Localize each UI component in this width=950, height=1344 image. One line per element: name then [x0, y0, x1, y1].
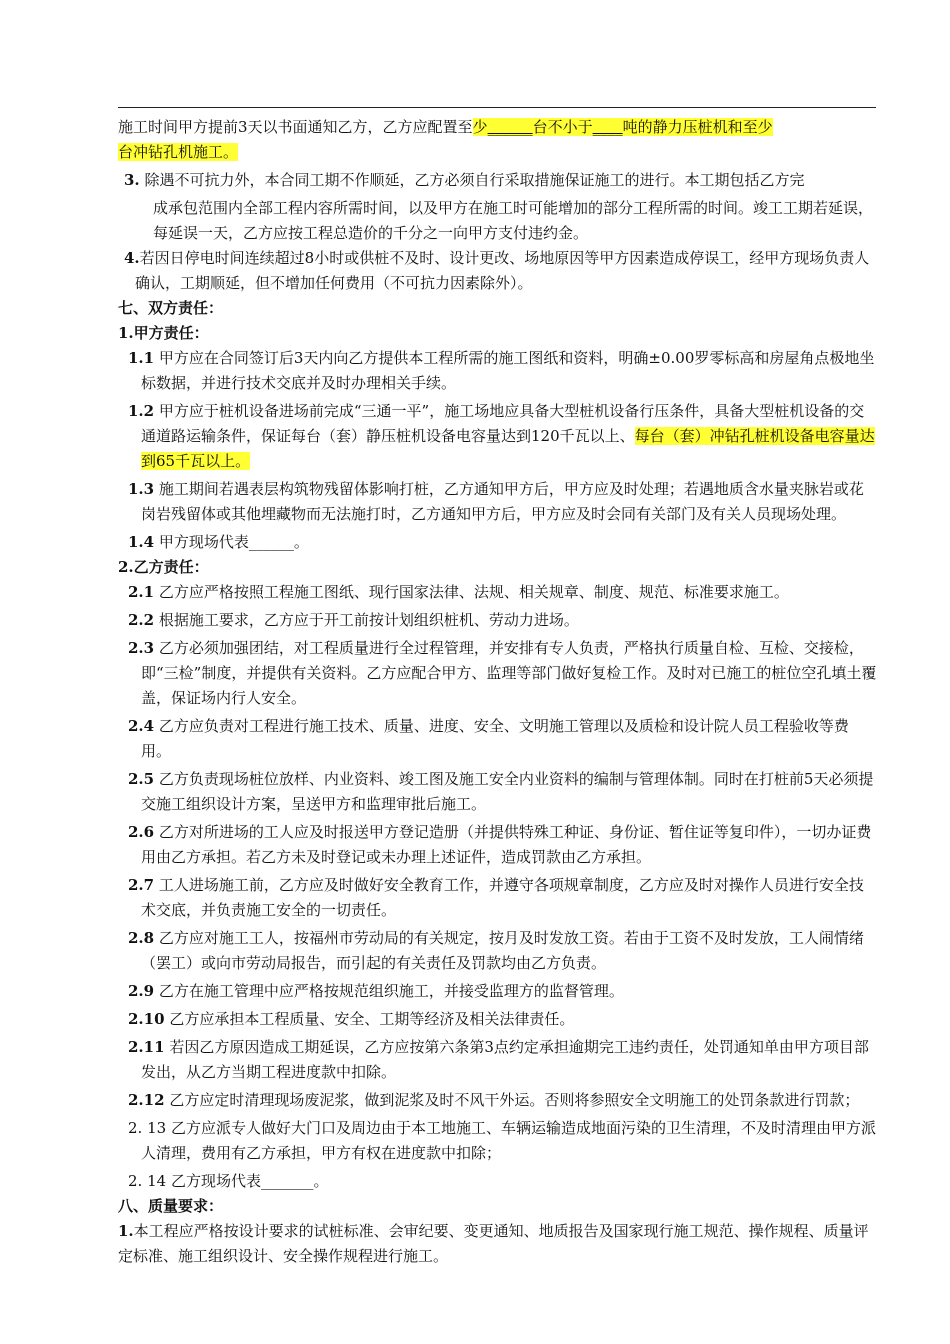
- party-b-item: 2.5 乙方负责现场桩位放样、内业资料、竣工图及施工安全内业资料的编制与管理体制。同时在打桩前5天必须提交施工组织设计方案，呈送甲方和监理审批后施工。: [128, 770, 874, 813]
- section-7-title: 七、双方责任：: [118, 299, 224, 317]
- blank-1: ______: [487, 118, 533, 136]
- party-a-title: 1.甲方责任：: [118, 324, 209, 342]
- clause-3-num: 3.: [124, 171, 140, 189]
- party-a-item: 1.4 甲方现场代表______。: [128, 533, 309, 551]
- highlight-d: 台冲钻孔机施工。: [118, 143, 239, 161]
- clause-3: [118, 168, 878, 193]
- party-b-item: 2.4 乙方应负责对工程进行施工技术、质量、进度、安全、文明施工管理以及质检和设计院人员工程验收等费用。: [128, 717, 849, 760]
- highlight-a: 少: [472, 118, 488, 136]
- header-rule: [118, 107, 876, 108]
- clause-4: [118, 246, 878, 296]
- top-text: 施工时间甲方提前3天以书面通知乙方，乙方应配置至: [118, 118, 473, 136]
- party-b-item: 2.9 乙方在施工管理中应严格按规范组织施工，并接受监理方的监督管理。: [128, 982, 624, 1000]
- clause-3-text-a: 除遇不可抗力外，本合同工期不作顺延，乙方必须自行采取措施保证施工的进行。本工期包括乙方完: [139, 171, 805, 189]
- highlight-c: 吨的静力压桩机和至少: [622, 118, 773, 136]
- party-b-item: 2.6 乙方对所进场的工人应及时报送甲方登记造册（并提供特殊工种证、身份证、暂住证等复印件），一切办证费用由乙方承担。若乙方未及时登记或未办理上述证件，造成罚款由乙方承担。: [128, 823, 872, 866]
- party-a-item: 1.1 甲方应在合同签订后3天内向乙方提供本工程所需的施工图纸和资料，明确±0.00罗零标高和房屋角点极地坐标数据，并进行技术交底并及时办理相关手续。: [128, 349, 875, 392]
- clause-4-text: 若因日停电时间连续超过8小时或供桩不及时、设计更改、场地原因等甲方因素造成停误工，经甲方现场负责人确认，工期顺延，但不增加任何费用（不可抗力因素除外）。: [135, 249, 870, 292]
- party-a-item: 1.3 施工期间若遇表层构筑物残留体影响打桩，乙方通知甲方后，甲方应及时处理；若遇地质含水量夹脉岩或花岗岩残留体或其他埋藏物而无法施打时，乙方通知甲方后，甲方应及时会同有关部门及有关人员现场处理。: [128, 480, 864, 523]
- section-8-item-1: 1.本工程应严格按设计要求的试桩标准、会审纪要、变更通知、地质报告及国家现行施工规范、操作规程、质量评定标准、施工组织设计、安全操作规程进行施工。: [118, 1222, 869, 1265]
- party-a-item: 1.2 甲方应于桩机设备进场前完成“三通一平”，施工场地应具备大型桩机设备行压条件，具备大型桩机设备的交通道路运输条件，保证每台（套）静压桩机设备电容量达到120千瓦以上、每台（套）冲钻孔桩机设备电容量达到65千瓦以上。: [128, 402, 875, 470]
- party-b-item: 2. 13 乙方应派专人做好大门口及周边由于本工地施工、车辆运输造成地面污染的卫生清理，不及时清理由甲方派人清理，费用有乙方承担，甲方有权在进度款中扣除；: [128, 1119, 876, 1162]
- party-b-item: 2.1 乙方应严格按照工程施工图纸、现行国家法律、法规、相关规章、制度、规范、标准要求施工。: [128, 583, 789, 601]
- party-b-item: 2.7 工人进场施工前，乙方应及时做好安全教育工作，并遵守各项规章制度，乙方应及时对操作人员进行安全技术交底，并负责施工安全的一切责任。: [128, 876, 864, 919]
- party-b-item: 2.12 乙方应定时清理现场废泥浆，做到泥浆及时不风干外运。否则将参照安全文明施工的处罚条款进行罚款；: [128, 1091, 860, 1109]
- party-b-item: 2.8 乙方应对施工工人，按福州市劳动局的有关规定，按月及时发放工资。若由于工资不及时发放，工人闹情绪（罢工）或向市劳动局报告，而引起的有关责任及罚款均由乙方负责。: [128, 929, 864, 972]
- party-b-item: 2.10 乙方应承担本工程质量、安全、工期等经济及相关法律责任。: [128, 1010, 575, 1028]
- document-body: [118, 115, 878, 1269]
- top-paragraph: [118, 115, 878, 165]
- party-b-item: 2. 14 乙方现场代表_______。: [128, 1172, 329, 1190]
- highlight-b: 台不小于: [532, 118, 593, 136]
- party-a-item-highlight: 每台（套）冲钻孔桩机设备电容量达到65千瓦以上。: [141, 427, 875, 470]
- clause-3-cont: 成承包范围内全部工程内容所需时间，以及甲方在施工时可能增加的部分工程所需的时间。竣工工期若延误，每延误一天，乙方应按工程总造价的千分之一向甲方支付违约金。: [153, 199, 874, 242]
- clause-4-num: 4.: [124, 249, 140, 267]
- party-b-item: 2.2 根据施工要求，乙方应于开工前按计划组织桩机、劳动力进场。: [128, 611, 579, 629]
- party-b-item: 2.3 乙方必须加强团结，对工程质量进行全过程管理，并安排有专人负责，严格执行质量自检、互检、交接检，即“三检”制度，并提供有关资料。乙方应配合甲方、监理等部门做好复检工作。及时对已施工的桩位空孔填土覆盖，保证场内行人安全。: [128, 639, 877, 707]
- section-8-title: 八、质量要求：: [118, 1197, 224, 1215]
- party-b-title: 2.乙方责任：: [118, 558, 209, 576]
- party-b-item: 2.11 若因乙方原因造成工期延误，乙方应按第六条第3点约定承担逾期完工违约责任，处罚通知单由甲方项目部发出，从乙方当期工程进度款中扣除。: [128, 1038, 869, 1081]
- blank-2: ____: [592, 118, 623, 136]
